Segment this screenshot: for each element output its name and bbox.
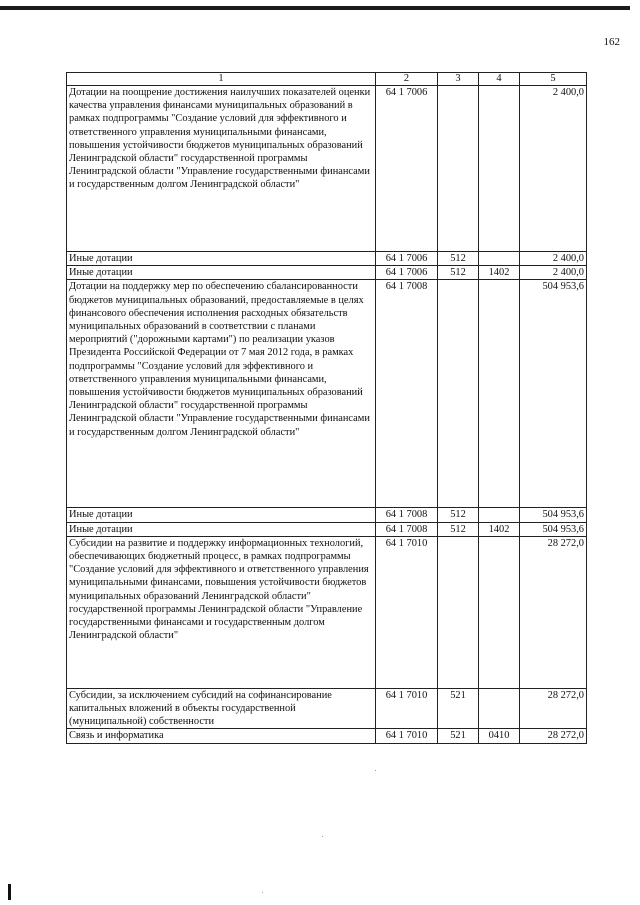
row-rz	[479, 252, 520, 266]
row-sum: 28 272,0	[520, 729, 587, 743]
row-sum: 2 400,0	[520, 252, 587, 266]
row-sum: 2 400,0	[520, 266, 587, 280]
row-csr: 64 1 7010	[376, 536, 438, 688]
row-csr: 64 1 7006	[376, 86, 438, 252]
table-row	[67, 729, 587, 743]
top-rule	[0, 6, 630, 10]
row-vr	[438, 536, 479, 688]
margin-mark	[8, 884, 11, 900]
row-name: Субсидии, за исключением субсидий на софинансирование капитальных вложений в объекты государственной (муниципальной) собственности	[67, 688, 376, 729]
row-rz	[479, 508, 520, 522]
row-rz	[479, 536, 520, 688]
scan-speck	[322, 836, 323, 837]
row-name: Дотации на поощрение достижения наилучших показателей оценки качества управления финансами муниципальных образований в рамках подпрограммы "Создание условий для эффективного и ответственного управления муниципальными финансами, повышения устойчивости бюджетов муниципальных образований Ленинградской области" государственной программы Ленинградской области "Управление государственными финансами и государственным долгом Ленинградской области"	[67, 86, 376, 252]
scan-speck	[375, 770, 376, 771]
row-rz	[479, 280, 520, 508]
table-row	[67, 280, 587, 508]
row-vr: 512	[438, 522, 479, 536]
row-vr: 521	[438, 729, 479, 743]
table-row	[67, 522, 587, 536]
table-row	[67, 86, 587, 252]
row-vr: 512	[438, 252, 479, 266]
header-col-3: 3	[438, 73, 479, 86]
row-rz: 0410	[479, 729, 520, 743]
row-sum: 28 272,0	[520, 536, 587, 688]
row-csr: 64 1 7008	[376, 280, 438, 508]
row-rz: 1402	[479, 522, 520, 536]
row-sum: 504 953,6	[520, 508, 587, 522]
header-col-2: 2	[376, 73, 438, 86]
header-col-4: 4	[479, 73, 520, 86]
row-name: Связь и информатика	[67, 729, 376, 743]
table-row	[67, 252, 587, 266]
table-row	[67, 536, 587, 688]
table-row	[67, 688, 587, 729]
row-vr	[438, 280, 479, 508]
row-csr: 64 1 7010	[376, 688, 438, 729]
row-sum: 504 953,6	[520, 522, 587, 536]
row-name: Иные дотации	[67, 522, 376, 536]
row-sum: 504 953,6	[520, 280, 587, 508]
row-name: Иные дотации	[67, 266, 376, 280]
row-csr: 64 1 7008	[376, 508, 438, 522]
row-rz: 1402	[479, 266, 520, 280]
row-vr	[438, 86, 479, 252]
row-csr: 64 1 7008	[376, 522, 438, 536]
table-row	[67, 508, 587, 522]
row-csr: 64 1 7006	[376, 266, 438, 280]
row-sum: 28 272,0	[520, 688, 587, 729]
header-row	[67, 73, 587, 86]
header-col-5: 5	[520, 73, 587, 86]
row-vr: 512	[438, 508, 479, 522]
row-rz	[479, 688, 520, 729]
budget-table	[66, 72, 587, 744]
row-sum: 2 400,0	[520, 86, 587, 252]
page-number: 162	[603, 36, 620, 48]
table-row	[67, 266, 587, 280]
row-csr: 64 1 7006	[376, 252, 438, 266]
row-vr: 512	[438, 266, 479, 280]
scan-speck	[262, 892, 263, 893]
row-csr: 64 1 7010	[376, 729, 438, 743]
row-name: Субсидии на развитие и поддержку информационных технологий, обеспечивающих бюджетный процесс, в рамках подпрограммы "Создание условий для эффективного и ответственного управления муниципальными финансами, повышения устойчивости бюджетов муниципальных образований Ленинградской области" государственной программы Ленинградской области "Управление государственными финансами и государственным долгом Ленинградской области"	[67, 536, 376, 688]
header-col-1: 1	[67, 73, 376, 86]
row-name: Иные дотации	[67, 508, 376, 522]
row-name: Иные дотации	[67, 252, 376, 266]
row-name: Дотации на поддержку мер по обеспечению сбалансированности бюджетов муниципальных образований, предоставляемые в целях финансового обеспечения исполнения расходных обязательств муниципальных образований в соответствии с планами мероприятий ("дорожными картами") по реализации указов Президента Российской Федерации от 7 мая 2012 года, в рамках подпрограммы "Создание условий для эффективного и ответственного управления муниципальными финансами, повышения устойчивости бюджетов муниципальных образований Ленинградской области" государственной программы Ленинградской области "Управление государственными финансами и государственным долгом Ленинградской области"	[67, 280, 376, 508]
row-vr: 521	[438, 688, 479, 729]
row-rz	[479, 86, 520, 252]
